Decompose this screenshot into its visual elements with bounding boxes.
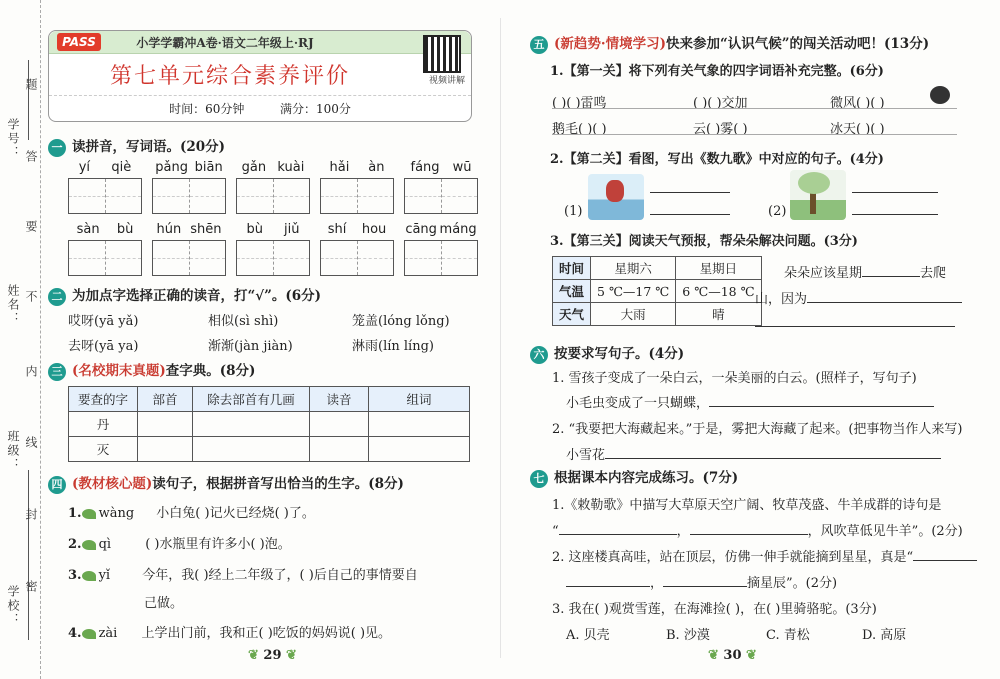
idiom-fill[interactable]: 微风( )( ) — [830, 96, 885, 111]
answer-prompt: 小毛虫变成了一只蝴蝶， — [566, 392, 934, 411]
pinyin-syllable: sàn — [76, 222, 100, 237]
sprout-icon — [82, 509, 96, 519]
pinyin-syllable: fáng — [410, 160, 440, 175]
pinyin-label — [320, 222, 394, 240]
section-tag: (新趋势·情境学习) — [554, 36, 666, 52]
section-number: 三 — [48, 363, 66, 381]
table-header: 除去部首有几画 — [193, 387, 310, 412]
pinyin-word — [404, 160, 478, 214]
answer-cell[interactable] — [193, 437, 310, 462]
question-3: 3.【第三关】阅读天气预报，帮朵朵解决问题。(3分) — [550, 234, 858, 249]
table-cell: 6 ℃—18 ℃ — [676, 280, 761, 303]
pinyin-syllable: bù — [116, 222, 134, 237]
page-title: 第七单元综合素养评价 — [109, 64, 350, 89]
section-5-title — [530, 32, 929, 54]
table-header: 组词 — [369, 387, 470, 412]
pinyin-syllable: hǎi — [329, 160, 350, 175]
sentence-text: 小白兔( )记火已经烧( )了。 — [156, 506, 315, 521]
class-field: 班级： — [6, 430, 20, 472]
answer-line[interactable] — [862, 276, 920, 277]
table-header: 星期日 — [676, 257, 761, 280]
answer-prompt: 朵朵应该星期 去爬 — [784, 266, 947, 281]
question-text: 2. 这座楼真高哇，站在顶层，仿佛一伸手就能摘到星星，真是“ — [552, 546, 977, 565]
binding-char: 密 — [24, 580, 38, 594]
writing-cell[interactable] — [153, 241, 190, 275]
section-heading: 根据课本内容完成练习。(7分) — [554, 470, 739, 486]
item-number: 4. — [68, 626, 82, 641]
answer-cell[interactable] — [369, 437, 470, 462]
writing-cell[interactable] — [106, 179, 142, 213]
sprout-icon — [82, 540, 96, 550]
writing-cell[interactable] — [69, 179, 106, 213]
answer-cell[interactable] — [138, 412, 193, 437]
option-c[interactable]: C. 青松 — [766, 628, 810, 643]
binding-margin — [0, 0, 41, 679]
table-header: 部首 — [138, 387, 193, 412]
pinyin-word — [236, 160, 310, 214]
answer-cell[interactable] — [369, 412, 470, 437]
section-2-title — [48, 284, 321, 306]
sentence-continuation: 己做。 — [144, 596, 184, 611]
table-row — [553, 280, 762, 303]
section-3-title — [48, 359, 255, 381]
table-header: 要查的字 — [69, 387, 138, 412]
row-label: 天气 — [553, 303, 591, 326]
item-number: 2. — [68, 537, 82, 552]
pinyin-label — [404, 222, 478, 240]
section-heading: 快来参加“认识气候”的闯关活动吧！(13分) — [665, 36, 930, 52]
rule-line — [552, 134, 957, 135]
pinyin-syllable: hou — [361, 222, 387, 237]
series-title: 小学学霸冲A卷·语文二年级上·RJ — [136, 36, 314, 50]
exam-header — [48, 30, 472, 122]
full-score: 满分：100分 — [280, 102, 351, 116]
question-text: 2. “我要把大海藏起来。”于是，雾把大海藏了起来。(把事物当作人来写) — [552, 422, 963, 437]
item-number: 3. — [68, 568, 82, 583]
writing-cell[interactable] — [358, 179, 394, 213]
pinyin-label — [404, 160, 478, 178]
pinyin-syllable: bù — [246, 222, 263, 237]
writing-cell[interactable] — [274, 179, 310, 213]
writing-cell[interactable] — [442, 241, 478, 275]
pinyin-label — [68, 160, 142, 178]
answer-cell[interactable] — [138, 437, 193, 462]
brand-logo: PASS — [57, 33, 101, 51]
item-number: 1. — [68, 506, 82, 521]
binding-line — [28, 60, 29, 140]
section-heading: 为加点字选择正确的读音，打“√”。(6分) — [72, 288, 322, 304]
pinyin-label — [152, 222, 226, 240]
lookup-char: 灭 — [69, 437, 138, 462]
row-label: 气温 — [553, 280, 591, 303]
skating-illustration — [588, 174, 644, 220]
question-text: 1.《敕勒歌》中描写大草原天空广阔、牧草茂盛、牛羊成群的诗句是 — [552, 498, 942, 513]
table-row — [69, 412, 470, 437]
option-b[interactable]: B. 沙漠 — [666, 628, 710, 643]
section-tag: (名校期末真题) — [72, 363, 166, 379]
writing-cell[interactable] — [106, 241, 142, 275]
table-cell: 大雨 — [591, 303, 676, 326]
time-score-bar — [49, 95, 471, 117]
fill-sentence[interactable] — [68, 564, 418, 583]
student-id-field: 学号： — [6, 118, 20, 160]
pinyin-syllable: máng — [439, 222, 477, 237]
binding-char: 线 — [24, 436, 38, 450]
page-divider — [500, 18, 501, 658]
answer-line[interactable] — [650, 192, 730, 193]
writing-cell[interactable] — [237, 179, 274, 213]
answer-prompt: ， 摘星辰”。(2分) — [566, 572, 837, 591]
fill-sentence[interactable] — [68, 533, 291, 552]
pinyin-syllable: gǎn — [241, 160, 267, 175]
idiom-fill[interactable]: ( )( )雷鸣 — [552, 96, 607, 111]
reading-choice[interactable]: 渐渐(jàn jiàn) — [208, 339, 293, 354]
pinyin-row-1 — [68, 160, 478, 214]
answer-cell[interactable] — [310, 437, 369, 462]
binding-line — [28, 470, 29, 640]
section-6-title — [530, 342, 684, 364]
writing-grid[interactable] — [404, 178, 478, 214]
pinyin-syllable: shí — [327, 222, 347, 237]
pinyin-syllable: kuài — [277, 160, 305, 175]
qr-label: 视频讲解 — [428, 76, 465, 86]
reading-choice[interactable]: 淋雨(lín líng) — [352, 339, 434, 354]
table-row — [553, 303, 762, 326]
binding-char: 不 — [24, 290, 38, 304]
sub-label: (2) — [768, 204, 787, 219]
fill-sentence[interactable] — [68, 622, 391, 641]
pinyin-syllable: jiǔ — [284, 222, 300, 237]
section-7-title — [530, 466, 738, 488]
writing-grid[interactable] — [236, 240, 310, 276]
idiom-fill[interactable]: ( )( )交加 — [693, 96, 748, 111]
table-cell: 5 ℃—17 ℃ — [591, 280, 676, 303]
idiom-fill[interactable]: 鹅毛( )( ) — [552, 122, 607, 137]
section-1-title — [48, 135, 225, 157]
name-field: 姓名： — [6, 284, 20, 326]
pinyin-hint: yǐ — [98, 568, 111, 583]
answer-line[interactable] — [663, 586, 747, 587]
pinyin-syllable: yí — [78, 160, 91, 175]
answer-prompt: 山，因为 — [755, 288, 962, 307]
option-a[interactable]: A. 贝壳 — [566, 628, 610, 643]
section-heading: 查字典。(8分) — [165, 363, 256, 379]
pinyin-word — [152, 160, 226, 214]
table-header: 读音 — [310, 387, 369, 412]
pinyin-syllable: qiè — [111, 160, 132, 175]
question-2: 2.【第二关】看图，写出《数九歌》中对应的句子。(4分) — [550, 152, 884, 167]
answer-line[interactable] — [566, 586, 650, 587]
pinyin-hint: qì — [98, 537, 112, 552]
pinyin-label — [152, 160, 226, 178]
binding-char: 答 — [24, 150, 38, 164]
section-number: 七 — [530, 470, 548, 488]
reading-choice[interactable]: 相似(sì shì) — [208, 314, 279, 329]
pinyin-label — [68, 222, 142, 240]
writing-cell[interactable] — [358, 241, 394, 275]
pinyin-row-2 — [68, 222, 478, 276]
section-number: 一 — [48, 139, 66, 157]
lookup-char: 丹 — [69, 412, 138, 437]
willow-illustration — [790, 170, 846, 220]
writing-grid[interactable] — [320, 178, 394, 214]
answer-prompt: 小雪花 — [566, 444, 941, 463]
writing-cell[interactable] — [405, 179, 442, 213]
writing-cell[interactable] — [190, 241, 226, 275]
answer-line[interactable] — [605, 458, 941, 459]
pinyin-syllable: àn — [368, 160, 385, 175]
answer-line[interactable] — [852, 192, 938, 193]
option-d[interactable]: D. 高原 — [862, 628, 907, 643]
page-number: ❦ 29 ❦ — [248, 648, 297, 663]
pinyin-syllable: wū — [452, 160, 472, 175]
writing-grid[interactable] — [236, 178, 310, 214]
writing-grid[interactable] — [68, 240, 142, 276]
question-text: 3. 我在( )观赏雪莲，在海滩捡( )，在( )里骑骆驼。(3分) — [552, 602, 877, 617]
rule-line — [552, 108, 957, 109]
idiom-fill[interactable]: 云( )雾( ) — [693, 122, 748, 137]
time-limit: 时间：60分钟 — [169, 102, 245, 116]
pinyin-syllable: cāng — [405, 222, 437, 237]
pinyin-word — [68, 160, 142, 214]
section-heading: 按要求写句子。(4分) — [554, 346, 685, 362]
pinyin-label — [236, 160, 310, 178]
binding-char: 内 — [24, 365, 38, 379]
writing-cell[interactable] — [405, 241, 442, 275]
section-number: 五 — [530, 36, 548, 54]
weather-table — [552, 256, 762, 326]
section-4-title — [48, 472, 404, 494]
section-heading: 读拼音，写词语。(20分) — [72, 139, 226, 155]
section-tag: (教材核心题) — [72, 476, 153, 492]
writing-cell[interactable] — [153, 179, 190, 213]
sentence-text: ( )水瓶里有许多小( )泡。 — [145, 537, 291, 552]
writing-cell[interactable] — [321, 179, 358, 213]
pinyin-word — [320, 160, 394, 214]
table-row — [69, 437, 470, 462]
pinyin-syllable: biān — [194, 160, 223, 175]
pinyin-syllable: pǎng — [155, 160, 189, 175]
answer-line[interactable] — [559, 534, 677, 535]
pinyin-syllable: hún — [156, 222, 182, 237]
writing-grid[interactable] — [320, 240, 394, 276]
pinyin-syllable: shēn — [190, 222, 222, 237]
writing-cell[interactable] — [321, 241, 358, 275]
writing-cell[interactable] — [442, 179, 478, 213]
qr-code-icon[interactable] — [423, 35, 461, 73]
sprout-icon — [82, 571, 96, 581]
answer-line[interactable] — [755, 326, 955, 327]
writing-cell[interactable] — [274, 241, 310, 275]
question-text: 1. 雪孩子变成了一朵白云，一朵美丽的白云。(照样子，写句子) — [552, 371, 917, 386]
section-number: 六 — [530, 346, 548, 364]
sentence-text: 今年，我( )经上二年级了，( )后自己的事情要自 — [142, 568, 418, 583]
section-heading: 读句子，根据拼音写出恰当的生字。(8分) — [152, 476, 404, 492]
pinyin-hint: zài — [98, 626, 118, 641]
answer-prompt: “ ， ，风吹草低见牛羊”。(2分) — [552, 524, 963, 539]
answer-line[interactable] — [807, 302, 962, 303]
fill-sentence[interactable] — [68, 502, 315, 521]
answer-line[interactable] — [852, 214, 938, 215]
reading-choice[interactable]: 去呀(yā ya) — [68, 339, 139, 354]
section-number: 四 — [48, 476, 66, 494]
pinyin-word — [152, 222, 226, 276]
binding-char: 封 — [24, 508, 38, 522]
answer-line[interactable] — [709, 406, 934, 407]
section-number: 二 — [48, 288, 66, 306]
binding-char: 要 — [24, 220, 38, 234]
question-1: 1.【第一关】将下列有关气象的四字词语补充完整。(6分) — [550, 64, 884, 79]
reading-choice[interactable]: 哎呀(yā yǎ) — [68, 314, 139, 329]
pinyin-word — [320, 222, 394, 276]
pinyin-hint: wàng — [98, 506, 135, 521]
answer-line[interactable] — [690, 534, 808, 535]
table-header: 星期六 — [591, 257, 676, 280]
answer-cell[interactable] — [193, 412, 310, 437]
mascot-icon — [930, 86, 950, 104]
writing-grid[interactable] — [152, 178, 226, 214]
table-cell: 晴 — [676, 303, 761, 326]
idiom-fill[interactable]: 冰天( )( ) — [830, 122, 885, 137]
writing-grid[interactable] — [152, 240, 226, 276]
answer-cell[interactable] — [310, 412, 369, 437]
binding-char: 题 — [24, 78, 38, 92]
dictionary-table — [68, 386, 470, 462]
page-number: ❦ 30 ❦ — [708, 648, 757, 663]
reading-choice[interactable]: 笼盖(lóng lǒng) — [352, 314, 450, 329]
pinyin-word — [404, 222, 478, 276]
writing-cell[interactable] — [190, 179, 226, 213]
pinyin-label — [320, 160, 394, 178]
pinyin-word — [236, 222, 310, 276]
writing-cell[interactable] — [69, 241, 106, 275]
pinyin-label — [236, 222, 310, 240]
writing-grid[interactable] — [68, 178, 142, 214]
answer-line[interactable] — [913, 560, 977, 561]
pinyin-word — [68, 222, 142, 276]
answer-line[interactable] — [650, 214, 730, 215]
school-field: 学校： — [6, 585, 20, 627]
sub-label: (1) — [564, 204, 583, 219]
writing-grid[interactable] — [404, 240, 478, 276]
writing-cell[interactable] — [237, 241, 274, 275]
table-header: 时间 — [553, 257, 591, 280]
sentence-text: 上学出门前，我和正( )吃饭的妈妈说( )见。 — [141, 626, 392, 641]
sprout-icon — [82, 629, 96, 639]
